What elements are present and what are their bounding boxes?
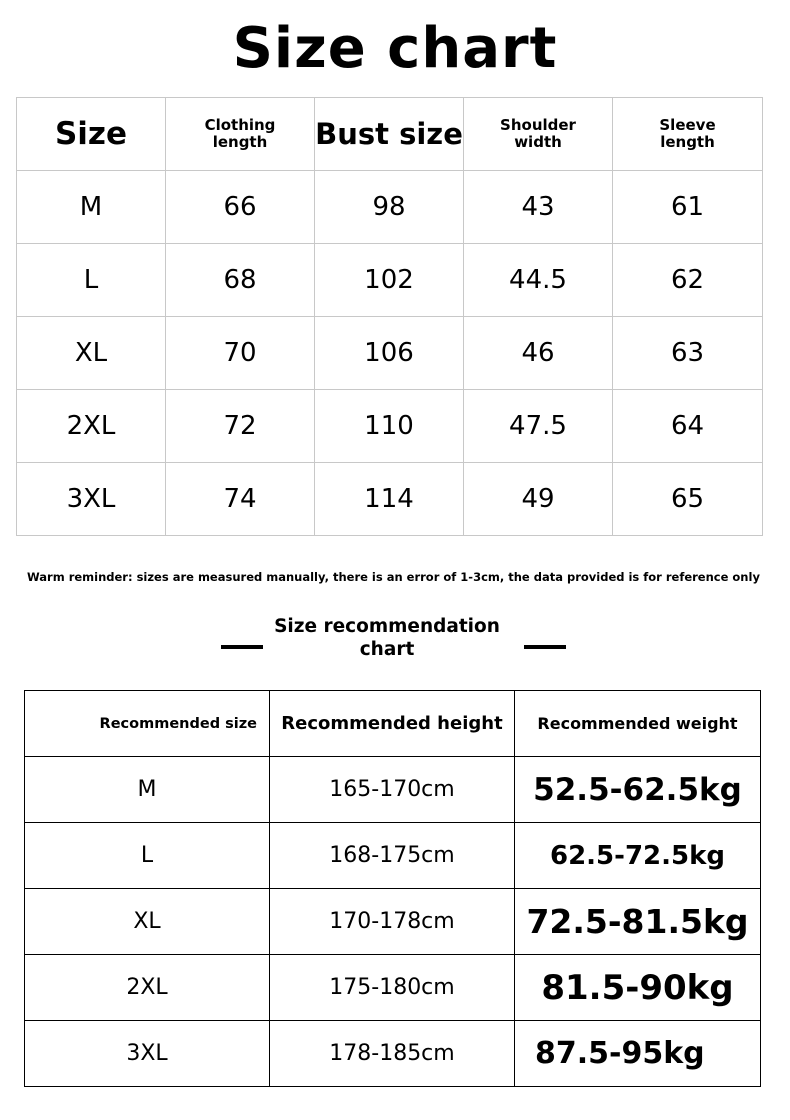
table-row	[17, 317, 763, 390]
table-row	[17, 244, 763, 317]
table-row	[25, 889, 761, 955]
recommended-size-cell: M	[25, 757, 270, 823]
sleeve-length-cell: 63	[613, 317, 763, 390]
recommended-weight-cell: 87.5-95kg	[515, 1021, 761, 1087]
recommendation-title	[262, 615, 512, 661]
header-recommended-size: Recommended size	[25, 691, 270, 757]
warm-reminder-note: Warm reminder: sizes are measured manually, there is an error of 1-3cm, the data provided is for reference only	[27, 570, 760, 584]
recommended-size-cell: L	[25, 823, 270, 889]
recommended-weight-cell: 52.5-62.5kg	[515, 757, 761, 823]
shoulder-width-cell: 44.5	[464, 244, 613, 317]
sleeve-length-cell: 64	[613, 390, 763, 463]
recommended-height-cell: 170-178cm	[270, 889, 515, 955]
clothing-length-cell: 66	[166, 171, 315, 244]
recommendation-title-line1: Size recommendation	[274, 616, 500, 637]
header-bust-size: Bust size	[315, 98, 464, 171]
bust-size-cell: 98	[315, 171, 464, 244]
table-row	[17, 390, 763, 463]
bust-size-cell: 106	[315, 317, 464, 390]
recommended-height-cell: 168-175cm	[270, 823, 515, 889]
size-cell: L	[17, 244, 166, 317]
recommendation-title-line2: chart	[359, 639, 415, 660]
bust-size-cell: 114	[315, 463, 464, 536]
recommended-height-cell: 178-185cm	[270, 1021, 515, 1087]
header-recommended-weight: Recommended weight	[515, 691, 761, 757]
bust-size-cell: 102	[315, 244, 464, 317]
header-clothing-length-line1: Clothing	[204, 116, 276, 134]
size-chart-table	[16, 97, 763, 536]
page-title: Size chart	[232, 16, 558, 81]
recommended-weight-cell: 81.5-90kg	[515, 955, 761, 1021]
shoulder-width-cell: 47.5	[464, 390, 613, 463]
size-chart-header-row	[17, 98, 763, 171]
header-clothing-length	[166, 98, 315, 171]
heading-dash-right	[524, 645, 566, 649]
shoulder-width-cell: 43	[464, 171, 613, 244]
recommendation-header-row	[25, 691, 761, 757]
shoulder-width-cell: 46	[464, 317, 613, 390]
header-clothing-length-line2: length	[212, 133, 268, 151]
size-cell: XL	[17, 317, 166, 390]
recommended-size-cell: XL	[25, 889, 270, 955]
clothing-length-cell: 72	[166, 390, 315, 463]
clothing-length-cell: 70	[166, 317, 315, 390]
header-sleeve-length	[613, 98, 763, 171]
header-sleeve-length-line1: Sleeve	[659, 116, 716, 134]
recommended-weight-cell: 62.5-72.5kg	[515, 823, 761, 889]
header-shoulder-width-line2: width	[514, 133, 562, 151]
recommended-size-cell: 3XL	[25, 1021, 270, 1087]
table-row	[25, 1021, 761, 1087]
header-recommended-height: Recommended height	[270, 691, 515, 757]
recommended-weight-cell: 72.5-81.5kg	[515, 889, 761, 955]
table-row	[17, 463, 763, 536]
table-row	[25, 955, 761, 1021]
header-shoulder-width-line1: Shoulder	[500, 116, 576, 134]
shoulder-width-cell: 49	[464, 463, 613, 536]
table-row	[25, 757, 761, 823]
header-shoulder-width	[464, 98, 613, 171]
table-row	[25, 823, 761, 889]
size-recommendation-table	[24, 690, 761, 1087]
recommended-height-cell: 175-180cm	[270, 955, 515, 1021]
heading-dash-left	[221, 645, 263, 649]
clothing-length-cell: 74	[166, 463, 315, 536]
recommendation-heading	[0, 615, 790, 665]
table-row	[17, 171, 763, 244]
header-sleeve-length-line2: length	[660, 133, 715, 151]
sleeve-length-cell: 62	[613, 244, 763, 317]
recommended-size-cell: 2XL	[25, 955, 270, 1021]
size-cell: M	[17, 171, 166, 244]
recommended-height-cell: 165-170cm	[270, 757, 515, 823]
sleeve-length-cell: 65	[613, 463, 763, 536]
clothing-length-cell: 68	[166, 244, 315, 317]
size-cell: 3XL	[17, 463, 166, 536]
header-size: Size	[17, 98, 166, 171]
sleeve-length-cell: 61	[613, 171, 763, 244]
size-cell: 2XL	[17, 390, 166, 463]
bust-size-cell: 110	[315, 390, 464, 463]
